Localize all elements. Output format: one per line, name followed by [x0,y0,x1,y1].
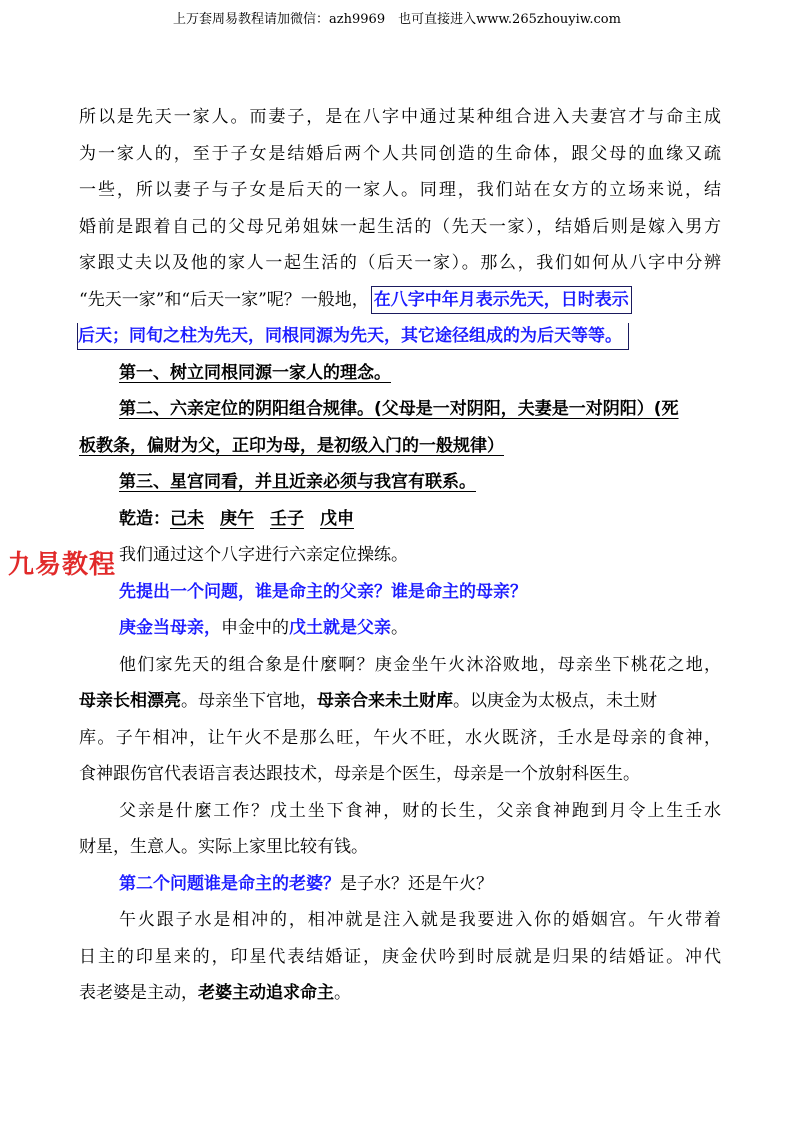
para2-line1: 他们家先天的组合象是什麼啊？庚金坐午火沐浴败地，母亲坐下桃花之地， [119,654,721,675]
para1-line3: 一些，所以妻子与子女是后天的一家人。同理，我们站在女方的立场来说，结 [79,180,721,200]
para1-line5: 家跟丈夫以及他的家人一起生活的（后天一家）。那么，我们如何从八字中分辨 [79,253,721,273]
answer-middle: 申金中的 [221,618,289,638]
rule-one: 第一、树立同根同源一家人的理念。 [119,362,391,383]
rule-two-line2: 板教条，偏财为父，正印为母，是初级入门的一般规律） [79,435,504,456]
bazi-pillar-day: 壬子 [270,508,304,529]
para1-line7 [79,321,721,358]
para4-line3 [79,978,721,1015]
para2-line3: 库。子午相冲，让午火不是那么旺，午火不旺，水火既济，壬水是母亲的食神， [79,727,721,748]
question-two-text: 是子水？还是午火？ [340,873,493,894]
question-one: 先提出一个问题，谁是命主的父亲？谁是命主的母亲？ [119,581,527,602]
highlight-box-top: 在八字中年月表示先天，日时表示 [371,286,632,314]
para4-line1: 午火跟子水是相冲的，相冲就是注入就是我要进入你的婚姻宫。午火带着 [119,910,721,930]
para4-bold: 老婆主动追求命主 [198,983,334,1003]
practice-line: 我们通过这个八字进行六亲定位操练。 [119,545,408,565]
para1-line6-text: “先天一家”和“后天一家”呢？一般地， [79,289,369,310]
para3-line1: 父亲是什麼工作？戊土坐下食神，财的长生，父亲食神跑到月令上生壬水 [119,800,721,821]
bazi-pillar-year: 己未 [170,508,204,529]
bazi-pillar-hour: 戊申 [320,508,354,529]
rule-two-line1: 第二、六亲定位的阴阳组合规律。(父母是一对阴阳，夫妻是一对阴阳）(死 [119,399,679,419]
answer-one [79,613,721,650]
para4-text1: 表老婆是主动， [79,983,198,1003]
para2-line4: 食神跟伤官代表语言表达跟技术，母亲是个医生，母亲是一个放射科医生。 [79,764,640,784]
para1-line4: 婚前是跟着自己的父母兄弟姐妹一起生活的（先天一家），结婚后则是嫁入男方 [79,216,721,237]
para1-line1: 所以是先天一家人。而妻子，是在八字中通过某种组合进入夫妻宫才与命主成 [79,107,721,127]
para2-text1: 。母亲坐下官地， [181,691,317,711]
para2-bold2: 母亲合来未土财库 [317,691,453,711]
para1-line6 [79,285,721,322]
watermark-logo: 九易教程 [8,550,117,580]
answer-end: 。 [391,618,408,638]
para2-bold1: 母亲长相漂亮 [79,691,181,711]
page-header: 上万套周易教程请加微信：azh9969 也可直接进入www.265zhouyiw.com [173,12,621,27]
highlight-box-bottom: 后天；同旬之柱为先天，同根同源为先天，其它途径组成的为后天等等。 [77,323,629,350]
question-two-bold: 第二个问题谁是命主的老婆？ [119,873,340,894]
para1-line2: 为一家人的，至于子女是结婚后两个人共同创造的生命体，跟父母的血缘又疏 [79,143,721,164]
answer-mother: 庚金当母亲， [119,618,221,638]
rule-three: 第三、星宫同看，并且近亲必须与我宫有联系。 [119,472,476,492]
para3-line2: 财星，生意人。实际上家里比较有钱。 [79,837,368,857]
bazi-chart [79,504,721,541]
para4-text2: 。 [334,983,351,1003]
question-two [79,869,721,906]
answer-father: 戊土就是父亲 [289,618,391,638]
para2-text2: 。以庚金为太极点，未土财 [453,691,657,711]
para2-line2 [79,686,721,723]
para4-line2: 日主的印星来的，印星代表结婚证，庚金伏吟到时辰就是归果的结婚证。冲代 [79,946,721,967]
bazi-pillar-month: 庚午 [220,508,254,529]
document-body [79,102,721,1015]
bazi-chart-label: 乾造： [119,508,170,529]
